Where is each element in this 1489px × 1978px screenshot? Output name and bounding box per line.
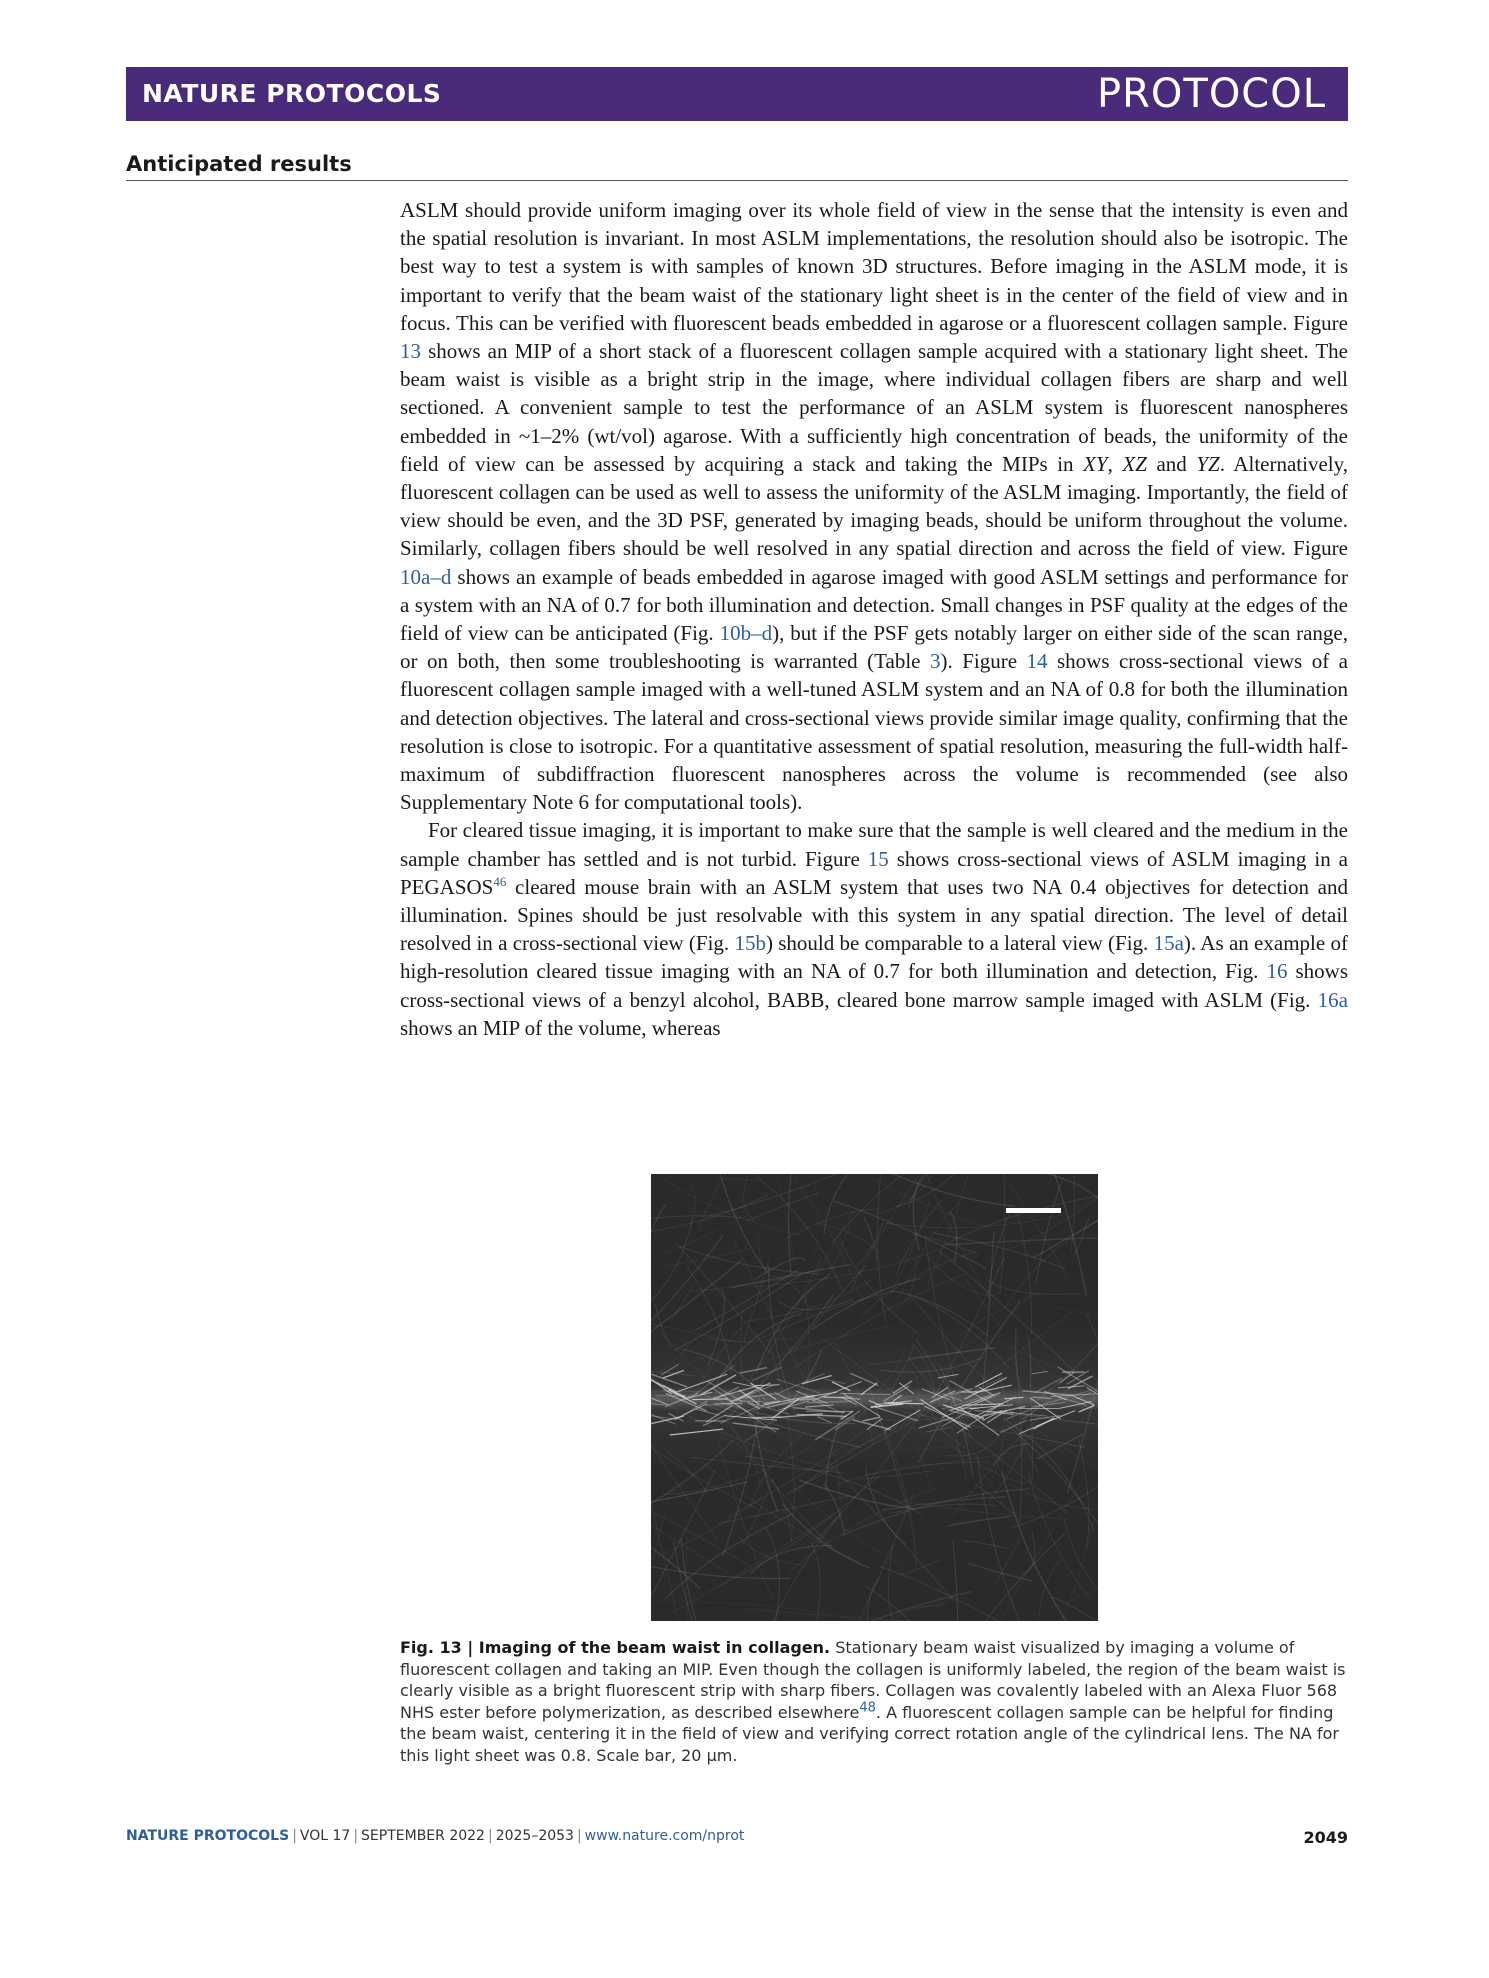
sharp-collagen-fiber <box>692 1399 727 1400</box>
collagen-micrograph <box>651 1174 1098 1621</box>
page-number: 2049 <box>1303 1828 1348 1847</box>
figure-link[interactable]: 10b–d <box>719 621 773 646</box>
paragraph-2: For cleared tissue imaging, it is important to make sure that the sample is well cleared and the medium in the sample chamber has settled and is not turbid. Figure 15 shows cross-sectional views of ASLM imaging in a PEGASOS$^{46}$ cleared mouse brain with an ASLM system that uses two NA 0.4 objectives for detection and illumination. Spines should be just resolvable with this system in any spatial direction. The level of detail resolved in a cross-sectional view (Fig. 15b) should be comparable to a lateral view (Fig. 15a). As an example of high-resolution cleared tissue imaging with an NA of 0.7 for both illumination and detection, Fig. 16 shows cross-sectional views of a benzyl alcohol, BABB, cleared bone marrow sample imaged with ASLM (Fig. 16a shows an MIP of the volume, whereas <box>400 818 1348 1040</box>
section-heading: Anticipated results <box>126 152 352 176</box>
footer-volume: VOL 17 <box>299 1828 351 1844</box>
figure-link[interactable]: 16a <box>1317 987 1348 1012</box>
scale-bar <box>1006 1208 1061 1213</box>
sharp-collagen-fiber <box>714 1403 742 1404</box>
micrograph-image <box>651 1174 1098 1621</box>
table-link[interactable]: 3 <box>929 649 941 674</box>
caption-label: Fig. 13 | Imaging of the beam waist in collagen. <box>400 1638 831 1657</box>
reference-link[interactable]: 48 <box>859 1700 876 1716</box>
figure-link[interactable]: 15b <box>734 931 766 956</box>
page-footer: NATURE PROTOCOLS | VOL 17 | SEPTEMBER 2022 | 2025–2053 | www.nature.com/nprot 2049 <box>126 1828 1348 1847</box>
figure-link[interactable]: 10a–d <box>400 564 452 589</box>
footer-pages: 2025–2053 <box>495 1828 574 1844</box>
section-divider <box>126 180 1348 181</box>
paragraph-1: ASLM should provide uniform imaging over its whole field of view in the sense that the intensity is even and the spatial resolution is invariant. In most ASLM implementations, the resolution should also be isotropic. The best way to test a system is with samples of known 3D structures. Before imaging in the ASLM mode, it is important to verify that the beam waist of the stationary light sheet is in the center of the field of view and in focus. This can be verified with fluorescent beads embedded in agarose or a fluorescent collagen sample. Figure 13 shows an MIP of a short stack of a fluorescent collagen sample acquired with a stationary light sheet. The beam waist is visible as a bright strip in the image, where individual collagen fibers are sharp and well sectioned. A convenient sample to test the performance of an ASLM system is fluorescent nanospheres embedded in ~1–2% (wt/vol) agarose. With a sufficiently high concentration of beads, the uniformity of the field of view can be assessed by acquiring a stack and taking the MIPs in XY, XZ and YZ. Alternatively, fluorescent collagen can be used as well to assess the uniformity of the ASLM imaging. Importantly, the field of view should be even, and the 3D PSF, generated by imaging beads, should be uniform throughout the volume. Similarly, collagen fibers should be well resolved in any spatial direction and across the field of view. Figure 10a–d shows an example of beads embedded in agarose imaged with good ASLM settings and performance for a system with an NA of 0.7 for both illumination and detection. Small changes in PSF quality at the edges of the field of view can be anticipated (Fig. 10b–d), but if the PSF gets notably larger on either side of the scan range, or on both, then some troubleshooting is warranted (Table 3). Figure 14 shows cross-sectional views of a fluorescent collagen sample imaged with a well-tuned ASLM system and an NA of 0.8 for both the illumination and detection objectives. The lateral and cross-sectional views provide similar image quality, confirming that the resolution is close to isotropic. For a quantitative assessment of spatial resolution, measuring the full-width half-maximum of subdiffraction fluorescent nanospheres across the volume is recommended (see also Supplementary Note 6 for computational tools). <box>400 198 1349 815</box>
figure-link[interactable]: 14 <box>1026 649 1048 674</box>
journal-header-bar <box>126 67 1348 121</box>
article-type: PROTOCOL <box>1096 71 1326 117</box>
body-text <box>400 196 1348 1042</box>
figure-link[interactable]: 16 <box>1266 959 1288 984</box>
figure-link[interactable]: 13 <box>400 339 421 364</box>
figure-link[interactable]: 15 <box>867 846 889 871</box>
figure-caption: Fig. 13 | Imaging of the beam waist in collagen. Stationary beam waist visualized by imaging a volume of fluorescent collagen and taking an MIP. Even though the collagen is uniformly labeled, the region of the beam waist is clearly visible as a bright fluorescent strip with sharp fibers. Collagen was covalently labeled with an Alexa Fluor 568 NHS ester before polymerization, as described elsewhere$^{48}$. A fluorescent collagen sample can be helpful for finding the beam waist, centering it in the field of view and verifying correct rotation angle of the cylindrical lens. The NA for this light sheet was 0.8. Scale bar, 20 μm. <box>400 1638 1346 1765</box>
footer-url[interactable]: www.nature.com/nprot <box>584 1828 745 1844</box>
figure-link[interactable]: 15a <box>1153 931 1184 956</box>
footer-journal: NATURE PROTOCOLS <box>126 1828 290 1844</box>
journal-name: NATURE PROTOCOLS <box>142 79 442 108</box>
reference-link[interactable]: 46 <box>493 873 507 889</box>
footer-date: SEPTEMBER 2022 <box>361 1828 485 1844</box>
